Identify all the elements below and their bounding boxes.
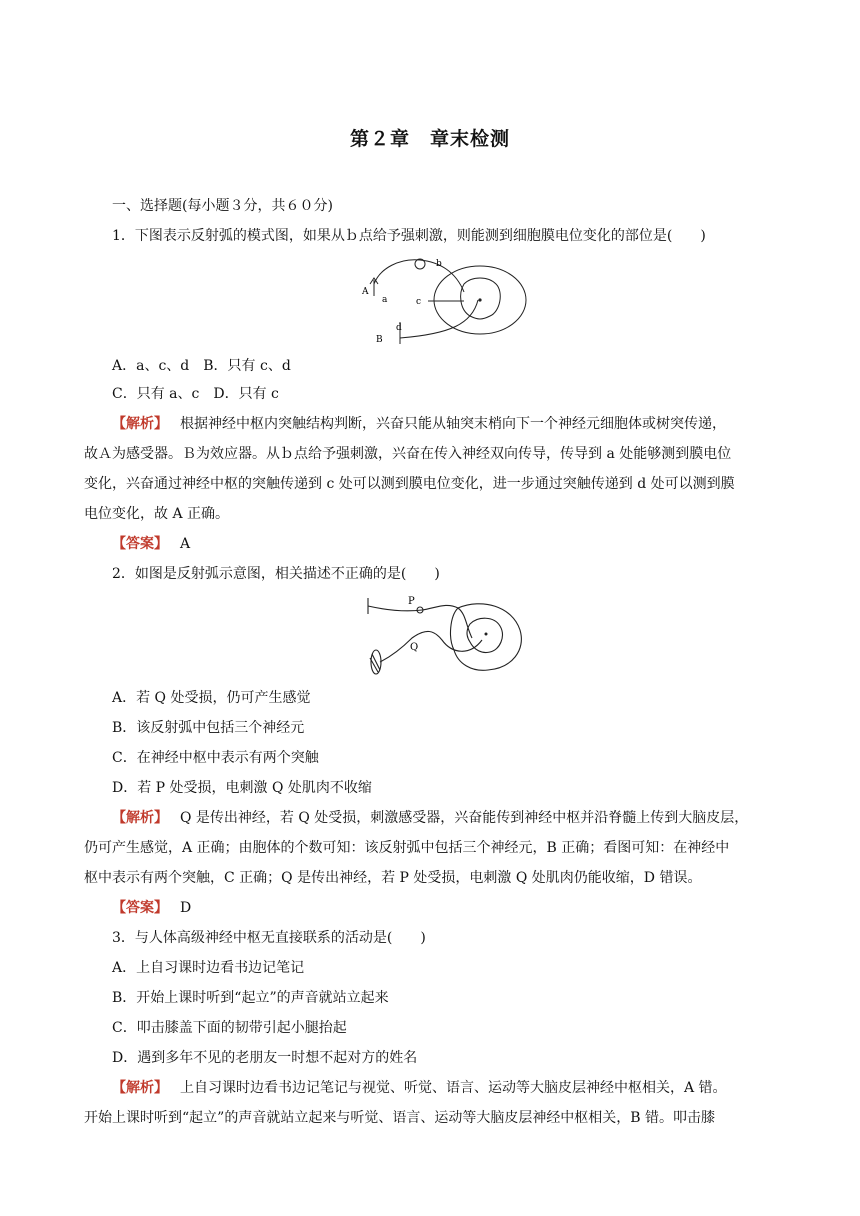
q1-afferent-nerve <box>374 260 464 292</box>
analysis-tag: 【解析】 <box>112 810 168 826</box>
q1-answer: A <box>180 536 191 552</box>
q1-analysis-line3: 变化，兴奋通过神经中枢的突触传递到 c 处可以测到膜电位变化，进一步通过突触传递到 d 处可以测到膜 <box>84 476 735 492</box>
q2-analysis-line1 <box>112 808 812 828</box>
q2-option-b: B．该反射弧中包括三个神经元 <box>112 720 305 736</box>
q2-stem: 2．如图是反射弧示意图，相关描述不正确的是( ) <box>112 566 440 582</box>
page-title: 第２章 章末检测 <box>349 128 510 150</box>
q1-reflex-arc-figure <box>360 254 536 350</box>
q3-stem: 3．与人体高级神经中枢无直接联系的活动是( ) <box>112 930 426 946</box>
q1-label-B: B <box>376 335 383 345</box>
analysis-tag: 【解析】 <box>112 416 168 432</box>
q2-analysis-line3: 枢中表示有两个突触，C 正确；Q 是传出神经，若 P 处受损，电刺激 Q 处肌肉仍能收缩，D 错误。 <box>84 870 702 886</box>
q1-analysis-line4: 电位变化，故 A 正确。 <box>84 506 230 522</box>
q2-option-a: A．若 Q 处受损，仍可产生感觉 <box>112 690 311 706</box>
q2-spinal-cord-outline <box>451 604 522 671</box>
q1-stem: 1．下图表示反射弧的模式图，如果从ｂ点给予强刺激，则能测到细胞膜电位变化的部位是( ) <box>112 228 706 244</box>
q2-label-P: P <box>408 596 415 607</box>
q2-option-c: C．在神经中枢中表示有两个突触 <box>112 750 319 766</box>
q3-analysis-line2: 开始上课时听到“起立”的声音就站立起来与听觉、语言、运动等大脑皮层神经中枢相关，B 错。叩击膝 <box>84 1110 716 1126</box>
q2-efferent-nerve <box>380 631 482 662</box>
q3-option-a: A．上自习课时边看书边记笔记 <box>112 960 305 976</box>
q1-label-A: A <box>362 287 369 297</box>
q1-options-line2: C．只有 a、c D．只有 c <box>112 386 279 402</box>
q2-analysis-text1: Q 是传出神经，若 Q 处受损，刺激感受器，兴奋能传到神经中枢并沿脊髓上传到大脑皮层， <box>180 810 749 826</box>
section-heading: 一、选择题(每小题３分，共６０分) <box>112 198 333 214</box>
q3-option-c: C．叩击膝盖下面的韧带引起小腿抬起 <box>112 1020 347 1036</box>
q1-center-dot <box>478 298 481 301</box>
q2-answer-line <box>112 898 812 918</box>
q3-analysis-text1: 上自习课时边看书边记笔记与视觉、听觉、语言、运动等大脑皮层神经中枢相关，A 错。 <box>180 1080 727 1096</box>
q2-option-d: D．若 P 处受损，电刺激 Q 处肌肉不收缩 <box>112 780 372 796</box>
q2-label-Q: Q <box>410 642 419 653</box>
analysis-tag: 【解析】 <box>112 1080 168 1096</box>
q2-reflex-arc-figure <box>362 590 528 680</box>
q1-options-line1: A．a、c、d B．只有 c、d <box>112 358 291 374</box>
q1-answer-line <box>112 534 812 554</box>
q3-option-b: B．开始上课时听到“起立”的声音就站立起来 <box>112 990 389 1006</box>
q1-label-c: c <box>416 297 422 307</box>
q2-gray-matter <box>467 618 502 652</box>
answer-tag: 【答案】 <box>112 900 168 916</box>
q2-center-dot <box>485 633 488 636</box>
q1-analysis-text1: 根据神经中枢内突触结构判断，兴奋只能从轴突末梢向下一个神经元细胞体或树突传递， <box>180 416 726 432</box>
q1-analysis-line1 <box>112 414 812 434</box>
q1-label-a: a <box>382 295 388 305</box>
q3-option-d: D．遇到多年不见的老朋友一时想不起对方的姓名 <box>112 1050 418 1066</box>
q1-label-b: b <box>436 259 442 269</box>
answer-tag: 【答案】 <box>112 536 168 552</box>
q2-answer: D <box>180 900 192 916</box>
q2-analysis-line2: 仍可产生感觉，A 正确；由胞体的个数可知：该反射弧中包括三个神经元，B 正确；看图可知：在神经中 <box>84 840 730 856</box>
q1-label-d: d <box>396 323 402 333</box>
q3-analysis-line1 <box>112 1078 812 1098</box>
q1-analysis-line2: 故Ａ为感受器。Ｂ为效应器。从ｂ点给予强刺激，兴奋在传入神经双向传导，传导到 a 处能够测到膜电位 <box>84 446 732 462</box>
q1-arrow-a <box>370 278 378 296</box>
